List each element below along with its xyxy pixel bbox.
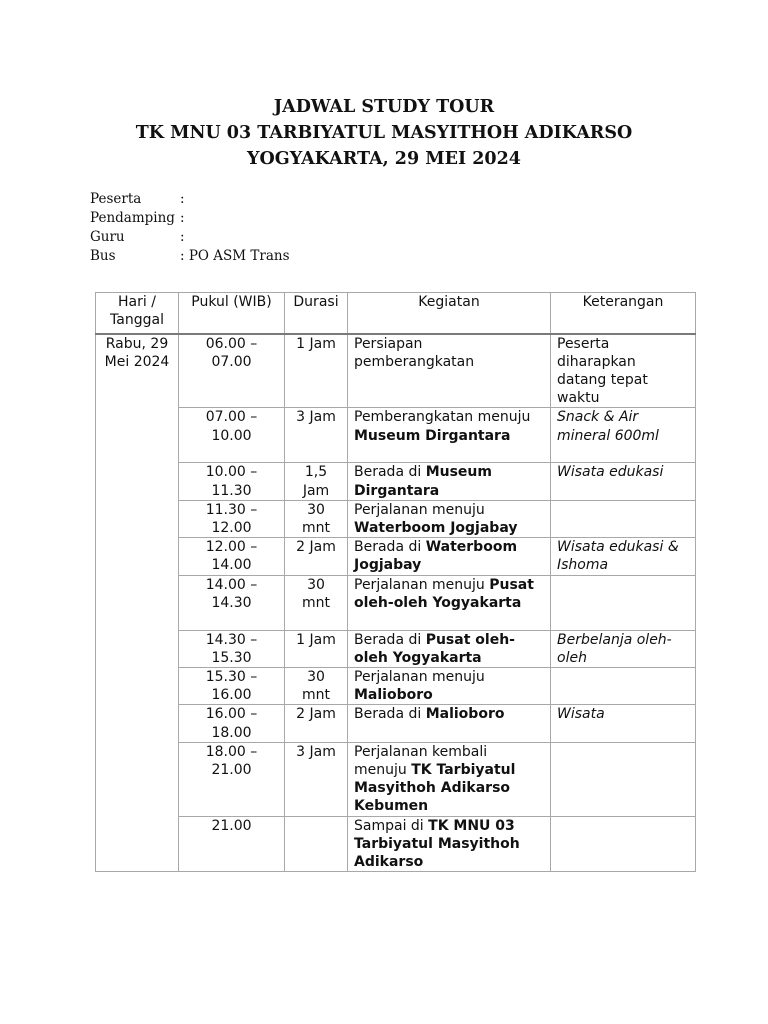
- activity-cell: [348, 705, 551, 742]
- header-duration: Durasi: [285, 293, 348, 334]
- activity-text: Perjalanan menuju: [354, 501, 485, 518]
- header-day: Hari / Tanggal: [96, 293, 179, 334]
- activity-destination: Waterboom Jogjabay: [354, 519, 518, 536]
- activity-cell: [348, 816, 551, 872]
- time-cell: 18.00 – 21.00: [179, 742, 285, 816]
- table-row: [96, 742, 696, 816]
- table-row: [96, 816, 696, 872]
- note-cell: [551, 667, 696, 704]
- activity-destination: Malioboro: [425, 706, 505, 723]
- duration-cell: 30 mnt: [285, 500, 348, 537]
- table-row: [96, 630, 696, 667]
- duration-cell: 3 Jam: [285, 408, 348, 463]
- note-cell: Wisata edukasi & Ishoma: [551, 538, 696, 575]
- info-value: :: [180, 210, 185, 226]
- note-cell: Wisata edukasi: [551, 463, 696, 500]
- time-cell: 14.30 – 15.30: [179, 630, 285, 667]
- table-row: [96, 667, 696, 704]
- note-cell: Snack & Air mineral 600ml: [551, 408, 696, 463]
- duration-cell: 30 mnt: [285, 667, 348, 704]
- activity-cell: [348, 667, 551, 704]
- title-line-3: YOGYAKARTA, 29 MEI 2024: [247, 149, 521, 169]
- header-time: Pukul (WIB): [179, 293, 285, 334]
- activity-cell: [348, 500, 551, 537]
- activity-text: Berada di: [354, 539, 426, 556]
- document-title: [0, 94, 768, 172]
- activity-text: Sampai di: [354, 817, 429, 834]
- table-row: [96, 538, 696, 575]
- activity-text: Perjalanan kembali menuju: [354, 743, 488, 778]
- activity-destination: Museum Dirgantara: [354, 427, 511, 444]
- info-row-peserta: [90, 190, 290, 209]
- time-cell: 16.00 – 18.00: [179, 705, 285, 742]
- duration-cell: 1 Jam: [285, 630, 348, 667]
- note-cell: Wisata: [551, 705, 696, 742]
- info-row-bus: [90, 247, 290, 266]
- activity-cell: [348, 575, 551, 630]
- activity-destination: TK Tarbiyatul Masyithoh Adikarso Kebumen: [354, 761, 516, 815]
- header-note: Keterangan: [551, 293, 696, 334]
- time-cell: 21.00: [179, 816, 285, 872]
- title-line-1: JADWAL STUDY TOUR: [273, 97, 495, 117]
- activity-text: Berada di: [354, 464, 426, 481]
- note-cell: [551, 500, 696, 537]
- activity-text: Perjalanan menuju: [354, 668, 485, 685]
- activity-destination: TK MNU 03 Tarbiyatul Masyithoh Adikarso: [354, 817, 520, 870]
- table-row: [96, 705, 696, 742]
- activity-cell: [348, 463, 551, 500]
- day-cell: Rabu, 29 Mei 2024: [96, 334, 179, 872]
- activity-destination: Pusat oleh-oleh Yogyakarta: [354, 631, 515, 666]
- time-cell: 11.30 – 12.00: [179, 500, 285, 537]
- info-label: Peserta: [90, 191, 142, 207]
- info-label: Pendamping: [90, 210, 175, 226]
- info-label: Bus: [90, 248, 116, 264]
- info-row-guru: [90, 228, 290, 247]
- duration-cell: 1 Jam: [285, 334, 348, 408]
- activity-cell: [348, 742, 551, 816]
- activity-cell: [348, 334, 551, 408]
- note-cell: Berbelanja oleh-oleh: [551, 630, 696, 667]
- duration-cell: 2 Jam: [285, 538, 348, 575]
- activity-text: Perjalanan menuju: [354, 576, 490, 593]
- duration-cell: 2 Jam: [285, 705, 348, 742]
- activity-destination: Malioboro: [354, 687, 433, 704]
- duration-cell: 1,5 Jam: [285, 463, 348, 500]
- schedule-table: [95, 292, 696, 872]
- info-row-pendamping: [90, 209, 290, 228]
- info-value: :: [180, 229, 185, 245]
- table-row: [96, 500, 696, 537]
- activity-text: Berada di: [354, 706, 426, 723]
- activity-destination: Waterboom Jogjabay: [354, 539, 518, 574]
- table-header-row: [96, 293, 696, 334]
- table-row: [96, 463, 696, 500]
- time-cell: 14.00 – 14.30: [179, 575, 285, 630]
- activity-cell: [348, 408, 551, 463]
- activity-cell: [348, 630, 551, 667]
- duration-cell: 30 mnt: [285, 575, 348, 630]
- note-cell: [551, 816, 696, 872]
- time-cell: 06.00 – 07.00: [179, 334, 285, 408]
- time-cell: 07.00 – 10.00: [179, 408, 285, 463]
- note-cell: [551, 742, 696, 816]
- table-row: [96, 408, 696, 463]
- time-cell: 15.30 – 16.00: [179, 667, 285, 704]
- table-row: [96, 334, 696, 408]
- activity-text: Berada di: [354, 631, 426, 648]
- header-activity: Kegiatan: [348, 293, 551, 334]
- table-row: [96, 575, 696, 630]
- info-value: :: [180, 191, 185, 207]
- info-label: Guru: [90, 229, 125, 245]
- activity-destination: Pusat oleh-oleh Yogyakarta: [354, 576, 534, 611]
- note-cell: Peserta diharapkan datang tepat waktu: [551, 334, 696, 408]
- activity-text: Pemberangkatan menuju: [354, 409, 531, 426]
- time-cell: 10.00 – 11.30: [179, 463, 285, 500]
- time-cell: 12.00 – 14.00: [179, 538, 285, 575]
- activity-text: Persiapan pemberangkatan: [354, 335, 475, 370]
- note-cell: [551, 575, 696, 630]
- duration-cell: 3 Jam: [285, 742, 348, 816]
- activity-cell: [348, 538, 551, 575]
- info-block: [90, 190, 290, 266]
- duration-cell: [285, 816, 348, 872]
- title-line-2: TK MNU 03 TARBIYATUL MASYITHOH ADIKARSO: [135, 123, 633, 143]
- info-value: : PO ASM Trans: [180, 248, 290, 264]
- activity-destination: Museum Dirgantara: [354, 464, 492, 499]
